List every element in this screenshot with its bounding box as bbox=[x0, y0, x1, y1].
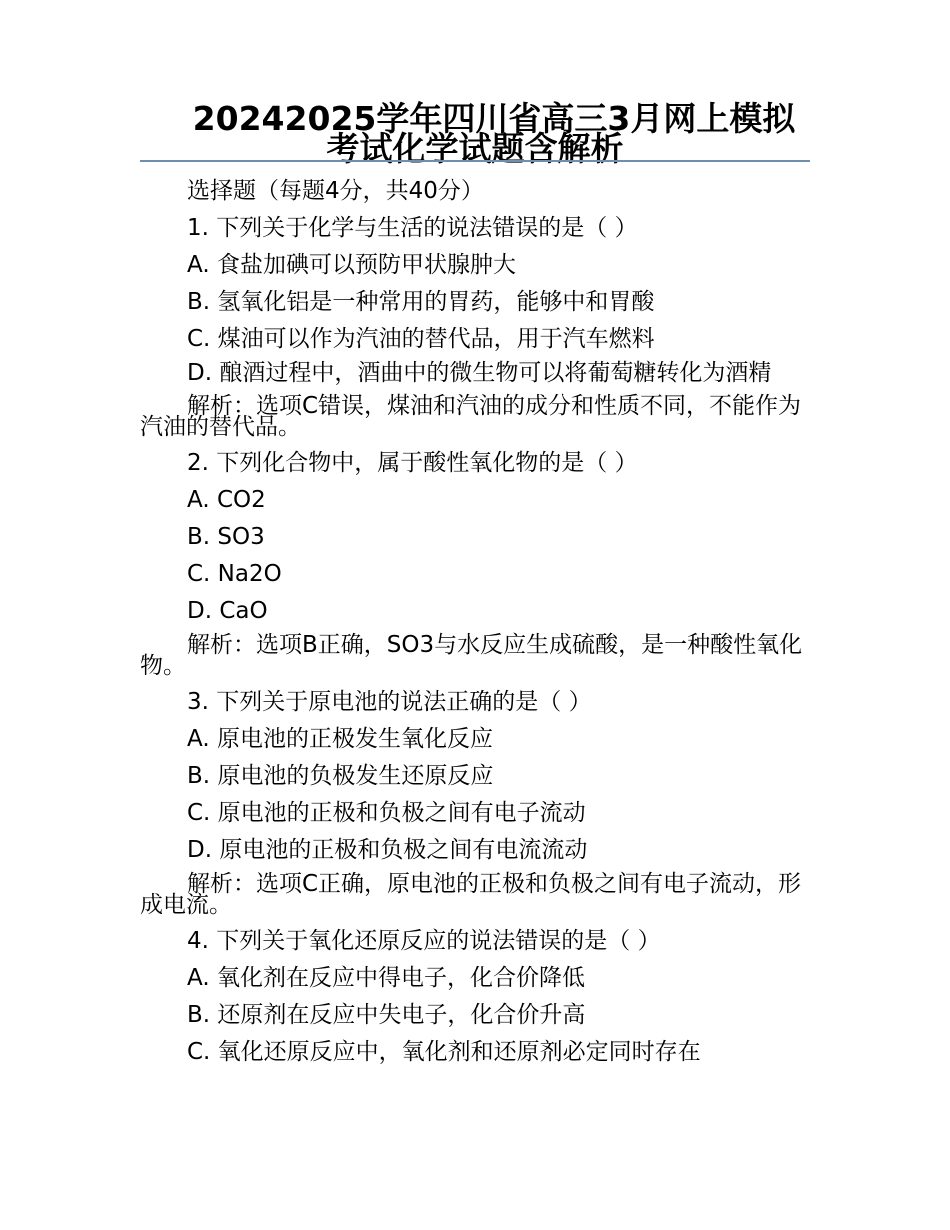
question-3-option-b: B. 原电池的负极发生还原反应 bbox=[187, 763, 494, 789]
document-title: 20242025学年四川省高三3月网上模拟考试化学试题含解析 bbox=[192, 99, 796, 168]
question-4-option-a: A. 氧化剂在反应中得电子，化合价降低 bbox=[187, 965, 585, 991]
question-1-explanation: 解析：选项C错误，煤油和汽油的成分和性质不同，不能作为汽油的替代品。 bbox=[140, 393, 802, 440]
document-body bbox=[140, 178, 812, 1076]
question-3-explanation: 解析：选项C正确，原电池的正极和负极之间有电子流动，形成电流。 bbox=[140, 871, 802, 918]
question-2-option-a: A. CO2 bbox=[187, 487, 266, 513]
question-3-option-d: D. 原电池的正极和负极之间有电流流动 bbox=[187, 837, 588, 863]
question-3: 3. 下列关于原电池的说法正确的是（ ） bbox=[187, 689, 592, 715]
question-1-option-c: C. 煤油可以作为汽油的替代品，用于汽车燃料 bbox=[187, 326, 655, 352]
question-2-option-c: C. Na2O bbox=[187, 561, 282, 587]
question-2-option-d: D. CaO bbox=[187, 598, 268, 624]
question-3-option-a: A. 原电池的正极发生氧化反应 bbox=[187, 726, 493, 752]
question-4: 4. 下列关于氧化还原反应的说法错误的是（ ） bbox=[187, 928, 661, 954]
question-3-option-c: C. 原电池的正极和负极之间有电子流动 bbox=[187, 800, 586, 826]
question-1-option-a: A. 食盐加碘可以预防甲状腺肿大 bbox=[187, 252, 516, 278]
question-2-explanation: 解析：选项B正确，SO3与水反应生成硫酸，是一种酸性氧化物。 bbox=[140, 632, 803, 679]
title-underline bbox=[140, 160, 810, 162]
section-heading: 选择题（每题4分，共40分） bbox=[187, 178, 484, 204]
question-1-option-b: B. 氢氧化铝是一种常用的胃药，能够中和胃酸 bbox=[187, 289, 655, 315]
question-4-option-b: B. 还原剂在反应中失电子，化合价升高 bbox=[187, 1002, 586, 1028]
question-2-option-b: B. SO3 bbox=[187, 524, 265, 550]
question-1: 1. 下列关于化学与生活的说法错误的是（ ） bbox=[187, 215, 638, 241]
question-2: 2. 下列化合物中，属于酸性氧化物的是（ ） bbox=[187, 450, 638, 476]
question-4-option-c: C. 氧化还原反应中，氧化剂和还原剂必定同时存在 bbox=[187, 1039, 701, 1065]
question-1-option-d: D. 酿酒过程中，酒曲中的微生物可以将葡萄糖转化为酒精 bbox=[187, 360, 772, 386]
